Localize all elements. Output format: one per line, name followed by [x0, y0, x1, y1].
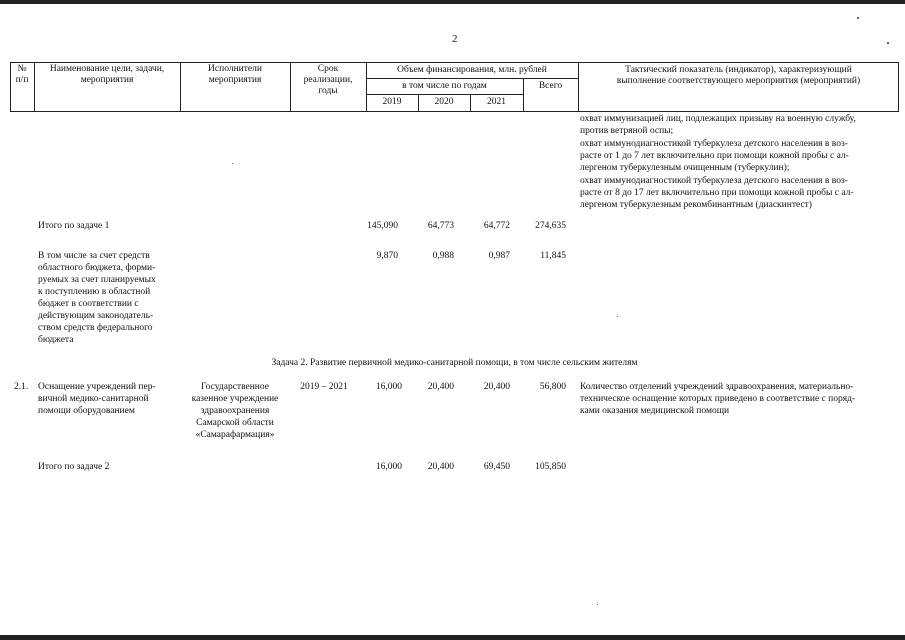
- value-2021: 0,987: [488, 251, 510, 261]
- value-2019: 16,000: [375, 382, 402, 392]
- executor-line: Государственное: [201, 382, 269, 392]
- indicator-line: охват иммунодиагностикой туберкулеза детского населения в воз-: [580, 139, 848, 149]
- header-year: 2020: [434, 97, 454, 107]
- term: 2019 – 2021: [300, 382, 348, 392]
- header-executors: Исполнители мероприятия: [208, 64, 262, 85]
- header-name: Наименование цели, задачи, мероприятия: [49, 64, 165, 85]
- header-by-years: в том числе по годам: [402, 81, 487, 91]
- header-total: Всего: [538, 81, 563, 91]
- row-label: Итого по задаче 1: [38, 221, 110, 231]
- indicator-line: лергеном туберкулезным рекомбинантным (диаскинтест): [580, 200, 812, 210]
- value-total: 11,845: [540, 251, 566, 261]
- scan-speck: [617, 316, 618, 317]
- row-label: Итого по задаче 2: [38, 462, 110, 472]
- indicator-line: расте от 1 до 7 лет включительно при помощи кожной пробы с ал-: [580, 151, 849, 161]
- label-line: действующим законодатель-: [38, 311, 154, 321]
- page-number: 2: [452, 33, 458, 45]
- indicator-line: охват иммунизацией лиц, подлежащих призыву на военную службу,: [580, 114, 856, 124]
- value-2020: 20,400: [427, 382, 454, 392]
- label-line: бюджет в соответствии с: [38, 299, 139, 309]
- label-line: бюджета: [38, 335, 74, 345]
- scan-edge-bottom: [0, 635, 905, 640]
- value-2019: 16,000: [375, 462, 402, 472]
- table-rule: [366, 78, 578, 79]
- label-line: руемых за счет планируемых: [38, 275, 156, 285]
- header-year: 2019: [382, 97, 402, 107]
- label-line: областного бюджета, форми-: [38, 263, 156, 273]
- table-rule: [366, 94, 523, 95]
- executor-line: «Самарафармация»: [195, 430, 275, 440]
- value-total: 56,800: [539, 382, 566, 392]
- value-2019: 145,090: [367, 221, 398, 231]
- value-total: 105,850: [535, 462, 566, 472]
- label-line: В том числе за счет средств: [38, 251, 150, 261]
- indicator-line: лергеном туберкулезным очищенным (туберкулин);: [580, 163, 790, 173]
- value-2020: 64,773: [427, 221, 454, 231]
- header-number: № п/п: [15, 64, 29, 85]
- value-2021: 64,772: [483, 221, 510, 231]
- task2-title: Задача 2. Развитие первичной медико-санитарной помощи, в том числе сельским жителям: [271, 358, 638, 368]
- scan-speck: [597, 604, 598, 605]
- row-number: 2.1.: [14, 382, 29, 392]
- header-indicator: Тактический показатель (индикатор), характеризующий выполнение соответствующего мероприятия (мероприятий): [616, 65, 861, 86]
- name-line: Оснащение учреждений пер-: [38, 382, 156, 392]
- label-line: к поступлению в областной: [38, 287, 151, 297]
- header-funding: Объем финансирования, млн. рублей: [397, 65, 547, 75]
- value-2021: 20,400: [483, 382, 510, 392]
- executor-line: Самарской области: [196, 418, 274, 428]
- executor-line: казенное учреждение: [191, 394, 279, 404]
- header-year: 2021: [487, 97, 506, 107]
- indicator-line: ками оказания медицинской помощи: [580, 406, 730, 416]
- indicator-line: техническое оснащение которых приведено в соответствие с поряд-: [580, 394, 856, 404]
- value-2020: 20,400: [427, 462, 454, 472]
- scan-speck: [887, 42, 889, 44]
- indicator-line: расте от 8 до 17 лет включительно при помощи кожной пробы с ал-: [580, 188, 854, 198]
- value-total: 274,635: [535, 221, 566, 231]
- indicator-line: против ветряной оспы;: [580, 126, 674, 136]
- indicator-line: Количество отделений учреждений здравоохранения, материально-: [580, 382, 854, 392]
- label-line: ством средств федерального: [38, 323, 153, 333]
- executor-line: здравоохранения: [200, 406, 270, 416]
- scan-speck: [857, 17, 859, 19]
- indicator-line: охват иммунодиагностикой туберкулеза детского населения в воз-: [580, 176, 848, 186]
- value-2021: 69,450: [483, 462, 510, 472]
- value-2019: 9,870: [376, 251, 398, 261]
- value-2020: 0,988: [432, 251, 454, 261]
- name-line: помощи оборудованием: [38, 406, 135, 416]
- header-term: Срок реализации, годы: [303, 64, 353, 96]
- scan-speck: [232, 163, 233, 164]
- scan-edge-top: [0, 0, 905, 4]
- name-line: вичной медико-санитарной: [38, 394, 149, 404]
